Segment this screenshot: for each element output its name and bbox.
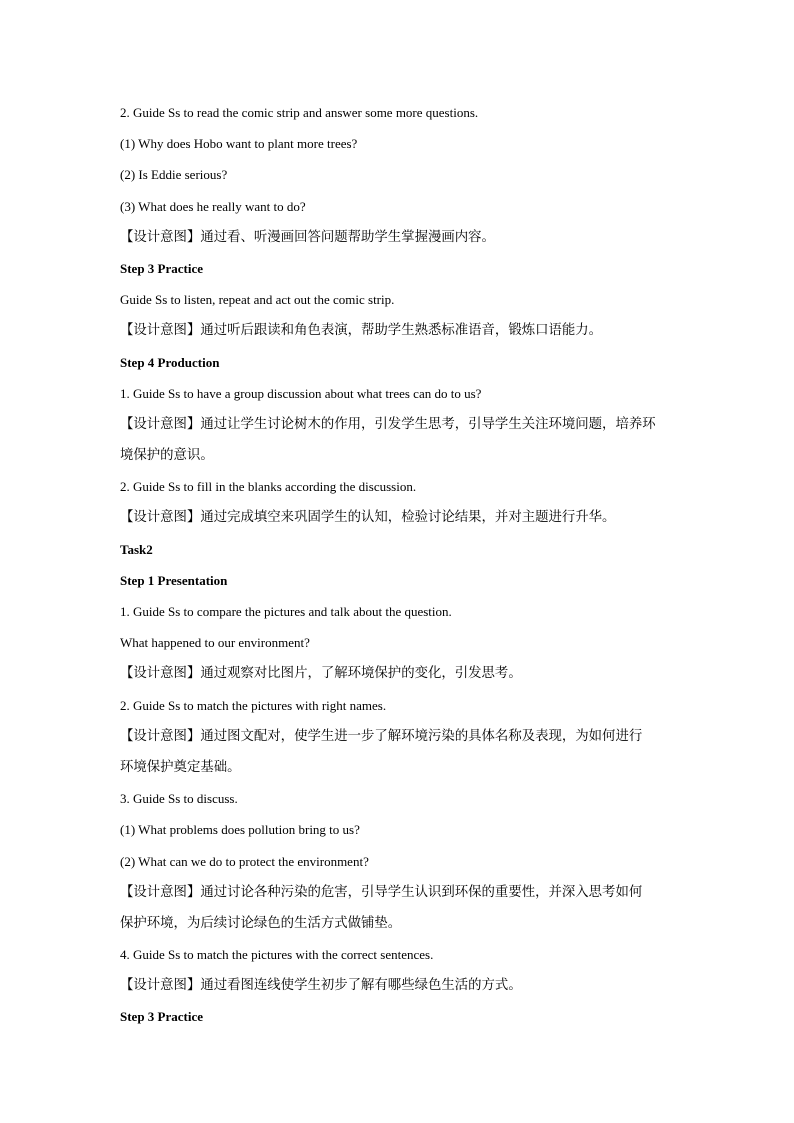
text-line: (1) Why does Hobo want to plant more trees? <box>120 136 358 152</box>
design-intent-note: 【设计意图】通过听后跟读和角色表演，帮助学生熟悉标准语音，锻炼口语能力。 <box>120 323 603 339</box>
design-intent-note: 【设计意图】通过完成填空来巩固学生的认知，检验讨论结果，并对主题进行升华。 <box>120 510 616 526</box>
text-line: (2) Is Eddie serious? <box>120 167 228 183</box>
design-intent-note: 【设计意图】通过看图连线使学生初步了解有哪些绿色生活的方式。 <box>120 978 522 994</box>
text-line: 2. Guide Ss to match the pictures with right names. <box>120 697 387 713</box>
text-line: 1. Guide Ss to have a group discussion about what trees can do to us? <box>120 385 482 401</box>
text-line: 1. Guide Ss to compare the pictures and talk about the question. <box>120 604 452 619</box>
text-line: (3) What does he really want to do? <box>120 198 306 214</box>
section-heading: Step 1 Presentation <box>120 572 228 588</box>
text-line: 3. Guide Ss to discuss. <box>120 791 238 807</box>
text-line: 2. Guide Ss to fill in the blanks according the discussion. <box>120 479 417 495</box>
design-intent-note-continued: 环境保护奠定基础。 <box>120 759 241 775</box>
text-line: (1) What problems does pollution bring to us? <box>120 822 360 838</box>
document-body <box>120 102 680 1038</box>
design-intent-note-continued: 保护环境，为后续讨论绿色的生活方式做铺垫。 <box>120 915 402 931</box>
text-line: 2. Guide Ss to read the comic strip and answer some more questions. <box>120 105 479 120</box>
design-intent-note: 【设计意图】通过观察对比图片，了解环境保护的变化，引发思考。 <box>120 666 522 682</box>
design-intent-note-continued: 境保护的意识。 <box>120 448 214 464</box>
design-intent-note: 【设计意图】通过图文配对，使学生进一步了解环境污染的具体名称及表现，为如何进行 <box>120 728 643 744</box>
design-intent-note: 【设计意图】通过让学生讨论树木的作用，引发学生思考，引导学生关注环境问题，培养环 <box>120 416 656 432</box>
design-intent-note: 【设计意图】通过讨论各种污染的危害，引导学生认识到环保的重要性，并深入思考如何 <box>120 884 643 900</box>
design-intent-note: 【设计意图】通过看、听漫画回答问题帮助学生掌握漫画内容。 <box>120 229 495 245</box>
section-heading: Step 3 Practice <box>120 1009 204 1025</box>
text-line: 4. Guide Ss to match the pictures with the correct sentences. <box>120 947 434 963</box>
section-heading: Step 4 Production <box>120 354 220 370</box>
task-heading: Task2 <box>120 541 153 557</box>
text-line: Guide Ss to listen, repeat and act out the comic strip. <box>120 292 395 308</box>
section-heading: Step 3 Practice <box>120 260 204 276</box>
text-line: What happened to our environment? <box>120 635 310 651</box>
text-line: (2) What can we do to protect the environment? <box>120 853 369 869</box>
